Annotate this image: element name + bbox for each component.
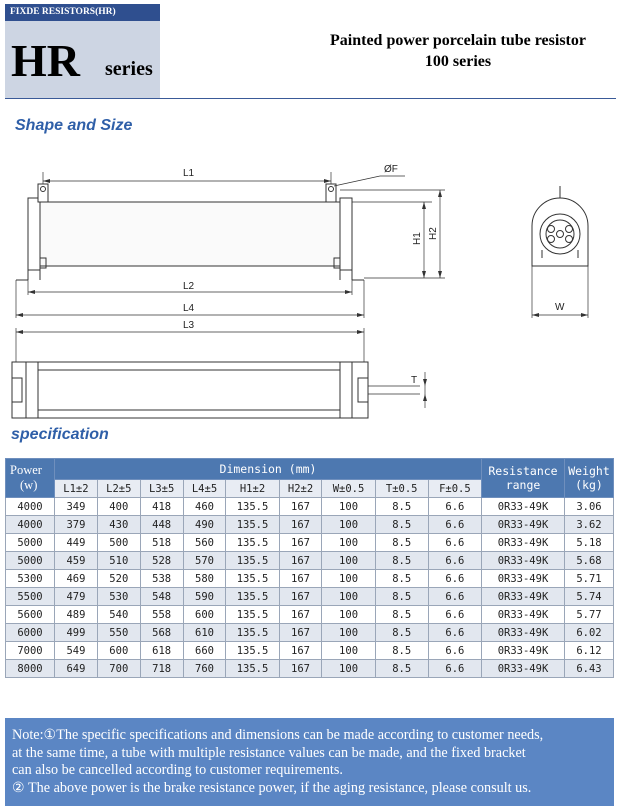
table-cell: 459 (55, 552, 98, 570)
table-row (6, 660, 614, 678)
column-header: W±0.5 (322, 480, 375, 498)
header-divider (5, 98, 616, 99)
column-header: H2±2 (279, 480, 322, 498)
table-cell: 0R33-49K (482, 570, 565, 588)
table-cell: 6.6 (428, 552, 481, 570)
table-cell: 135.5 (226, 642, 279, 660)
table-cell: 7000 (6, 642, 55, 660)
table-cell: 499 (55, 624, 98, 642)
table-row (6, 642, 614, 660)
table-cell: 167 (279, 570, 322, 588)
table-cell: 700 (97, 660, 140, 678)
table-cell: 3.06 (565, 498, 614, 516)
table-cell: 549 (55, 642, 98, 660)
dimension-drawing (0, 150, 621, 425)
header-badge (5, 4, 160, 98)
label-l1: L1 (183, 168, 195, 179)
table-cell: 8.5 (375, 552, 428, 570)
table-cell: 6.6 (428, 642, 481, 660)
table-row (6, 516, 614, 534)
table-cell: 5.77 (565, 606, 614, 624)
table-row (6, 606, 614, 624)
note-line-4: ② The above power is the brake resistance power, if the aging resistance, please consult us. (12, 779, 532, 796)
table-cell: 6.6 (428, 624, 481, 642)
table-row (6, 570, 614, 588)
note-box (5, 718, 614, 806)
section-spec-title: specification (11, 426, 109, 443)
table-cell: 6.6 (428, 588, 481, 606)
series-word: series (105, 58, 153, 80)
table-cell: 0R33-49K (482, 534, 565, 552)
table-cell: 518 (140, 534, 183, 552)
label-l3: L3 (183, 320, 195, 331)
table-cell: 5000 (6, 534, 55, 552)
table-cell: 600 (97, 642, 140, 660)
resistance-header: Resistance range (482, 459, 565, 498)
table-cell: 6.12 (565, 642, 614, 660)
table-cell: 660 (183, 642, 226, 660)
table-cell: 0R33-49K (482, 588, 565, 606)
label-l2: L2 (183, 281, 195, 292)
table-row (6, 624, 614, 642)
table-cell: 0R33-49K (482, 606, 565, 624)
table-cell: 548 (140, 588, 183, 606)
right-bracket (340, 198, 352, 270)
table-cell: 489 (55, 606, 98, 624)
table-cell: 6.43 (565, 660, 614, 678)
table-cell: 100 (322, 624, 375, 642)
weight-header: Weight (kg) (565, 459, 614, 498)
table-cell: 135.5 (226, 534, 279, 552)
category-label: FIXDE RESISTORS(HR) (5, 4, 160, 21)
table-cell: 618 (140, 642, 183, 660)
table-cell: 0R33-49K (482, 642, 565, 660)
column-header: T±0.5 (375, 480, 428, 498)
table-cell: 167 (279, 552, 322, 570)
tube-body (40, 202, 340, 266)
table-cell: 3.62 (565, 516, 614, 534)
table-cell: 400 (97, 498, 140, 516)
spec-table (5, 458, 614, 678)
table-cell: 100 (322, 642, 375, 660)
table-cell: 8.5 (375, 660, 428, 678)
table-cell: 590 (183, 588, 226, 606)
table-cell: 5600 (6, 606, 55, 624)
table-cell: 5.74 (565, 588, 614, 606)
table-cell: 135.5 (226, 588, 279, 606)
table-cell: 4000 (6, 498, 55, 516)
table-cell: 100 (322, 588, 375, 606)
table-cell: 449 (55, 534, 98, 552)
label-t: T (411, 375, 418, 386)
column-header: L1±2 (55, 480, 98, 498)
table-cell: 4000 (6, 516, 55, 534)
table-cell: 490 (183, 516, 226, 534)
table-cell: 0R33-49K (482, 498, 565, 516)
table-cell: 6000 (6, 624, 55, 642)
table-cell: 469 (55, 570, 98, 588)
label-f: ØF (384, 164, 398, 175)
table-cell: 418 (140, 498, 183, 516)
table-cell: 550 (97, 624, 140, 642)
power-header: Power (w) (6, 459, 55, 498)
table-cell: 510 (97, 552, 140, 570)
section-shape-title: Shape and Size (15, 117, 133, 134)
column-header: L3±5 (140, 480, 183, 498)
table-cell: 568 (140, 624, 183, 642)
table-cell: 135.5 (226, 498, 279, 516)
table-cell: 530 (97, 588, 140, 606)
table-cell: 520 (97, 570, 140, 588)
table-cell: 460 (183, 498, 226, 516)
label-h1: H1 (412, 232, 423, 245)
table-cell: 5300 (6, 570, 55, 588)
table-cell: 135.5 (226, 624, 279, 642)
table-cell: 500 (97, 534, 140, 552)
table-cell: 349 (55, 498, 98, 516)
table-cell: 135.5 (226, 552, 279, 570)
left-bracket (28, 198, 40, 270)
table-cell: 167 (279, 588, 322, 606)
product-title-line2: 100 series (424, 53, 492, 70)
table-cell: 8.5 (375, 534, 428, 552)
table-cell: 100 (322, 534, 375, 552)
model-name: HR (11, 35, 80, 86)
table-cell: 167 (279, 660, 322, 678)
table-cell: 100 (322, 570, 375, 588)
column-header: L4±5 (183, 480, 226, 498)
table-cell: 100 (322, 660, 375, 678)
table-cell: 135.5 (226, 606, 279, 624)
table-cell: 167 (279, 624, 322, 642)
column-header: F±0.5 (428, 480, 481, 498)
table-cell: 6.6 (428, 570, 481, 588)
column-header: H1±2 (226, 480, 279, 498)
table-cell: 100 (322, 498, 375, 516)
table-cell: 528 (140, 552, 183, 570)
table-cell: 135.5 (226, 570, 279, 588)
table-cell: 167 (279, 498, 322, 516)
label-h2: H2 (428, 227, 439, 240)
table-cell: 0R33-49K (482, 624, 565, 642)
dimension-header: Dimension (mm) (55, 459, 482, 480)
table-row (6, 588, 614, 606)
table-cell: 135.5 (226, 660, 279, 678)
table-cell: 560 (183, 534, 226, 552)
table-cell: 5.18 (565, 534, 614, 552)
note-line-1: Note:①The specific specifications and dimensions can be made according to customer needs, (12, 727, 544, 743)
table-cell: 0R33-49K (482, 660, 565, 678)
column-header: L2±5 (97, 480, 140, 498)
table-cell: 5.68 (565, 552, 614, 570)
table-cell: 8.5 (375, 642, 428, 660)
label-w: W (555, 302, 565, 313)
table-cell: 8000 (6, 660, 55, 678)
note-line-2: at the same time, a tube with multiple resistance values can be made, and the fixed bracket (12, 744, 526, 761)
table-cell: 8.5 (375, 624, 428, 642)
table-cell: 448 (140, 516, 183, 534)
table-cell: 600 (183, 606, 226, 624)
table-cell: 100 (322, 516, 375, 534)
note-line-3: can also be cancelled according to customer requirements. (12, 762, 343, 778)
table-cell: 479 (55, 588, 98, 606)
table-cell: 8.5 (375, 498, 428, 516)
product-title (298, 30, 618, 72)
table-cell: 649 (55, 660, 98, 678)
table-cell: 167 (279, 534, 322, 552)
table-cell: 538 (140, 570, 183, 588)
table-cell: 167 (279, 516, 322, 534)
table-cell: 8.5 (375, 570, 428, 588)
table-cell: 6.6 (428, 498, 481, 516)
table-cell: 6.6 (428, 534, 481, 552)
table-cell: 135.5 (226, 516, 279, 534)
table-row (6, 498, 614, 516)
table-cell: 8.5 (375, 606, 428, 624)
table-cell: 167 (279, 642, 322, 660)
table-cell: 430 (97, 516, 140, 534)
table-cell: 5.71 (565, 570, 614, 588)
table-cell: 6.6 (428, 660, 481, 678)
product-title-line1: Painted power porcelain tube resistor (330, 32, 586, 49)
table-row (6, 552, 614, 570)
table-cell: 540 (97, 606, 140, 624)
table-cell: 8.5 (375, 516, 428, 534)
label-l4: L4 (183, 303, 195, 314)
table-cell: 760 (183, 660, 226, 678)
table-cell: 5500 (6, 588, 55, 606)
table-cell: 6.6 (428, 606, 481, 624)
table-cell: 570 (183, 552, 226, 570)
table-cell: 610 (183, 624, 226, 642)
table-cell: 0R33-49K (482, 516, 565, 534)
table-cell: 580 (183, 570, 226, 588)
table-cell: 379 (55, 516, 98, 534)
table-row (6, 534, 614, 552)
table-cell: 6.02 (565, 624, 614, 642)
table-cell: 8.5 (375, 588, 428, 606)
table-cell: 718 (140, 660, 183, 678)
table-cell: 558 (140, 606, 183, 624)
table-cell: 100 (322, 552, 375, 570)
table-cell: 0R33-49K (482, 552, 565, 570)
table-cell: 5000 (6, 552, 55, 570)
table-cell: 167 (279, 606, 322, 624)
table-cell: 100 (322, 606, 375, 624)
table-cell: 6.6 (428, 516, 481, 534)
